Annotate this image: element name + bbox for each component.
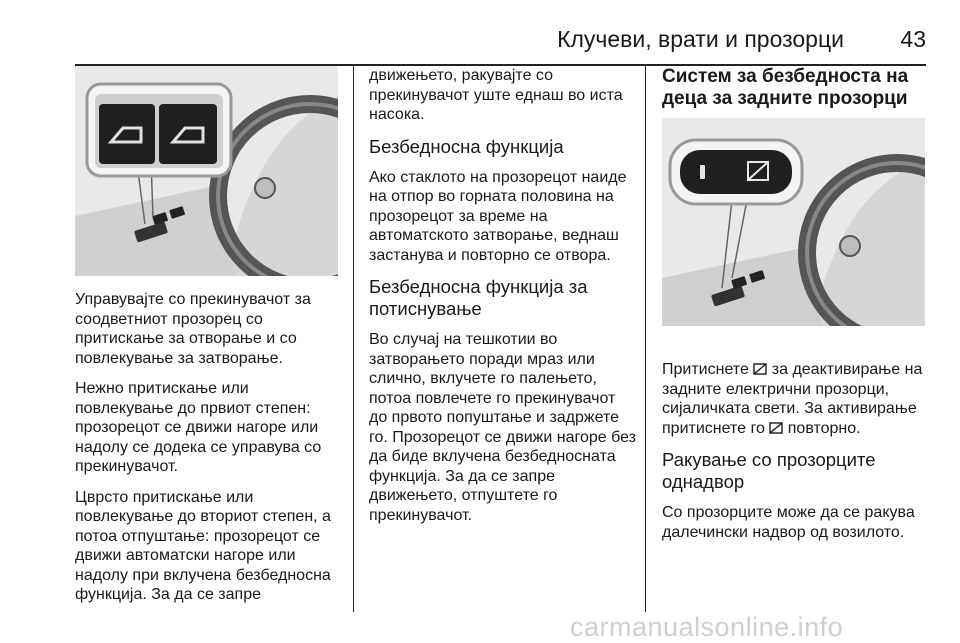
paragraph: Нежно притискање или повлекување до првиот степен: прозорецот се движи нагоре или надолу се додека се управува со прекинувачот. (75, 380, 322, 475)
paragraph: Управувајте со прекинувачот за соодветниот прозорец со притискање за отворање и со повлекување за затворање. (75, 291, 311, 367)
paragraph: Со прозорците може да се ракува далечински надвор од возилото. (662, 504, 915, 541)
page-header (0, 26, 926, 58)
column-3 (662, 66, 930, 553)
paragraph (662, 360, 930, 438)
column-divider (353, 66, 354, 612)
paragraph: Ако стаклото на прозорецот наиде на отпор во горната половина на прозорецот за време на автоматското затворање, веднаш застанува и повторно се отвора. (369, 168, 627, 264)
paragraph: Цврсто притискање или повлекување до вториот степен, а потоа отпуштање: прозорецот се движи автоматски нагоре или надолу при вклучена безбедносна функција. За да се запре (75, 488, 331, 603)
text-run: за деактивирање на задните електрични прозорци, сијаличката свети. За активирање притиснете го (662, 361, 923, 437)
text-run: Притиснете (662, 361, 749, 378)
text-run: повторно. (787, 419, 861, 437)
section-heading: Безбедносна функција за потиснување (369, 276, 588, 319)
page-number: 43 (900, 26, 926, 52)
window-switch-illustration (75, 66, 338, 276)
section-heading: Систем за безбедноста на деца за задните прозорци (662, 66, 909, 109)
column-2 (369, 66, 637, 536)
paragraph: Во случај на тешкотии во затворањето поради мраз или слично, вклучете го палењето, потоа повлечете го прекинувачот до првото попуштање и задржете го. Прозорецот се движи нагоре без да биде вклучена безбедносната функција. За да се запре движењето, отпуштете го прекинувачот. (369, 331, 636, 524)
header-title: Клучеви, врати и прозорци (557, 26, 844, 52)
watermark: carmanualsonline.info (570, 612, 844, 642)
paragraph: движењето, ракувајте со прекинувачот уште еднаш во иста насока. (369, 67, 623, 123)
child-lock-window-icon (753, 362, 767, 376)
child-lock-window-icon (769, 421, 783, 435)
column-divider (645, 66, 646, 612)
column-1 (75, 290, 343, 616)
section-heading: Безбедносна функција (369, 135, 564, 157)
section-heading: Ракување со прозорците однадвор (662, 449, 876, 492)
